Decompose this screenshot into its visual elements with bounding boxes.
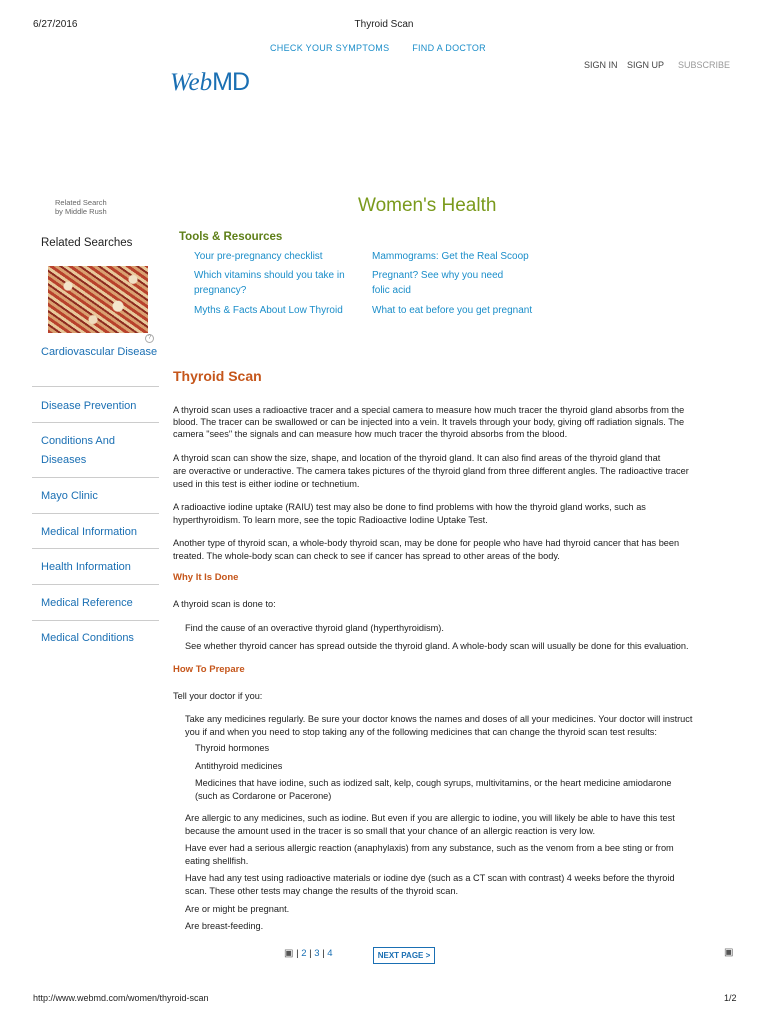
why-item-1: Find the cause of an overactive thyroid gland (hyperthyroidism). [185, 623, 444, 633]
why-heading: Why It Is Done [173, 572, 239, 583]
prep-1-line1: Take any medicines regularly. Be sure your doctor knows the names and doses of all your medicines. Your doctor will instruct [185, 714, 693, 724]
sidebar-divider [32, 386, 159, 387]
prep-5: Are or might be pregnant. [185, 904, 290, 914]
prep-4-line2: scan. These other tests may change the results of the thyroid scan. [185, 886, 459, 896]
prep-6: Are breast-feeding. [185, 921, 264, 931]
pager-sep: | [309, 948, 312, 959]
sidebar-divider [32, 620, 159, 621]
sidebar-item-medical-information[interactable]: Medical Information [41, 526, 137, 538]
p3-line2: hyperthyroidism. To learn more, see the topic Radioactive Iodine Uptake Test. [173, 515, 488, 525]
prep-3-line2: eating shellfish. [185, 856, 249, 866]
page-3-link[interactable]: 3 [314, 948, 320, 959]
related-searches-image[interactable] [48, 266, 148, 333]
sidebar-item-conditions-and-diseases[interactable]: Conditions And Diseases [41, 435, 115, 466]
next-page-button[interactable]: NEXT PAGE > [373, 947, 435, 964]
page-2-link[interactable]: 2 [301, 948, 307, 959]
sidebar-item-medical-conditions[interactable]: Medical Conditions [41, 632, 134, 644]
sign-in-link[interactable]: SIGN IN [584, 60, 618, 70]
footer-page-number: 1/2 [724, 993, 737, 1003]
prep-intro: Tell your doctor if you: [173, 691, 263, 701]
p2-line1: A thyroid scan can show the size, shape, and location of the thyroid gland. It can also find areas of the thyroid gland that [173, 453, 661, 463]
sidebar-divider [32, 548, 159, 549]
top-nav [270, 43, 506, 53]
sidebar-divider [32, 584, 159, 585]
logo-md: MD [212, 68, 250, 96]
tool-link-mammograms[interactable]: Mammograms: Get the Real Scoop [372, 251, 529, 262]
med-item-2: Antithyroid medicines [195, 761, 283, 771]
med-item-3-line2: (such as Cordarone or Pacerone) [195, 791, 332, 801]
sidebar-item-cardiovascular-disease[interactable]: Cardiovascular Disease [41, 346, 158, 358]
sidebar-item-health-information[interactable]: Health Information [41, 561, 131, 573]
why-item-2: See whether thyroid cancer has spread outside the thyroid gland. A whole-body scan will usually be done for this evaluation. [185, 641, 689, 651]
tool-link-low-thyroid[interactable]: Myths & Facts About Low Thyroid [194, 305, 343, 316]
broken-image-icon: ▣ [284, 948, 294, 959]
print-date: 6/27/2016 [33, 19, 78, 30]
footer-url: http://www.webmd.com/women/thyroid-scan [33, 993, 209, 1003]
check-symptoms-link[interactable]: CHECK YOUR SYMPTOMS [270, 43, 390, 53]
prep-2-line1: Are allergic to any medicines, such as iodine. But even if you are allergic to iodine, you will likely be able to have this test [185, 813, 675, 823]
tool-link-pre-pregnancy[interactable]: Your pre-pregnancy checklist [194, 251, 323, 262]
sidebar-item-medical-reference[interactable]: Medical Reference [41, 597, 133, 609]
broken-image-icon: ▣ [724, 947, 734, 958]
article-title: Thyroid Scan [173, 368, 262, 384]
p4-line1: Another type of thyroid scan, a whole-body thyroid scan, may be done for people who have had thyroid cancer that has been [173, 538, 680, 548]
sidebar-divider [32, 477, 159, 478]
tool-link-vitamins[interactable]: Which vitamins should you take in pregnancy? [194, 270, 345, 296]
p4-line2: treated. The whole-body scan can check to see if cancer has spread to other areas of the body. [173, 551, 560, 561]
page-4-link[interactable]: 4 [327, 948, 333, 959]
p1-line2: blood. The tracer can be swallowed or can be injected into a vein. It travels through your body, giving off radiation signals. The [173, 417, 685, 427]
sidebar-divider [32, 422, 159, 423]
sidebar-item-mayo-clinic[interactable]: Mayo Clinic [41, 490, 98, 502]
p1-line3: camera "sees" the signals and can measure how much tracer the thyroid absorbs from the blood. [173, 429, 568, 439]
prep-2-line2: because the amount used in the tracer is so small that your chance of an allergic reaction is very low. [185, 826, 596, 836]
pagination [284, 948, 333, 959]
sidebar-item-disease-prevention[interactable]: Disease Prevention [41, 400, 137, 412]
prep-4-line1: Have had any test using radioactive materials or iodine dye (such as a CT scan with contrast) 4 weeks before the thyroid [185, 873, 675, 883]
prep-3-line1: Have ever had a serious allergic reaction (anaphylaxis) from any substance, such as the venom from a bee sting or from [185, 843, 674, 853]
related-small-line2: by Middle Rush [55, 207, 107, 216]
p3-line1: A radioactive iodine uptake (RAIU) test may also be done to find problems with how the thyroid gland works, such as [173, 502, 646, 512]
related-searches-heading: Related Searches [41, 237, 133, 249]
prep-heading: How To Prepare [173, 664, 245, 675]
p1-line1: A thyroid scan uses a radioactive tracer and a special camera to measure how much tracer the thyroid gland absorbs from the [173, 405, 685, 415]
pager-sep: | [322, 948, 325, 959]
print-title: Thyroid Scan [354, 19, 414, 30]
related-small-line1: Related Search [55, 198, 107, 207]
related-search-attribution [55, 198, 107, 216]
why-intro: A thyroid scan is done to: [173, 599, 276, 609]
logo-web: Web [170, 69, 213, 96]
info-icon[interactable]: ? [145, 334, 154, 343]
tool-link-folic-acid[interactable]: Pregnant? See why you need folic acid [372, 270, 504, 296]
tool-link-what-to-eat[interactable]: What to eat before you get pregnant [372, 305, 533, 316]
webmd-logo[interactable] [170, 68, 249, 97]
pager-sep: | [296, 948, 299, 959]
tools-heading: Tools & Resources [179, 231, 283, 243]
subscribe-link[interactable]: SUBSCRIBE [678, 60, 731, 70]
p2-line2: are overactive or underactive. The camera takes pictures of the thyroid gland from three different angles. The radioactive tracer [173, 466, 689, 476]
find-doctor-link[interactable]: FIND A DOCTOR [412, 43, 486, 53]
med-item-3-line1: Medicines that have iodine, such as iodized salt, kelp, cough syrups, multivitamins, or the heart medicine amiodarone [195, 778, 672, 788]
prep-1-line2: you if and when you need to stop taking any of the following medicines that can change the thyroid scan test results: [185, 727, 657, 737]
sign-up-link[interactable]: SIGN UP [627, 60, 665, 70]
med-item-1: Thyroid hormones [195, 743, 270, 753]
p2-line3: used in this test is either iodine or technetium. [173, 479, 360, 489]
sidebar-divider [32, 513, 159, 514]
section-title: Women's Health [358, 195, 497, 216]
